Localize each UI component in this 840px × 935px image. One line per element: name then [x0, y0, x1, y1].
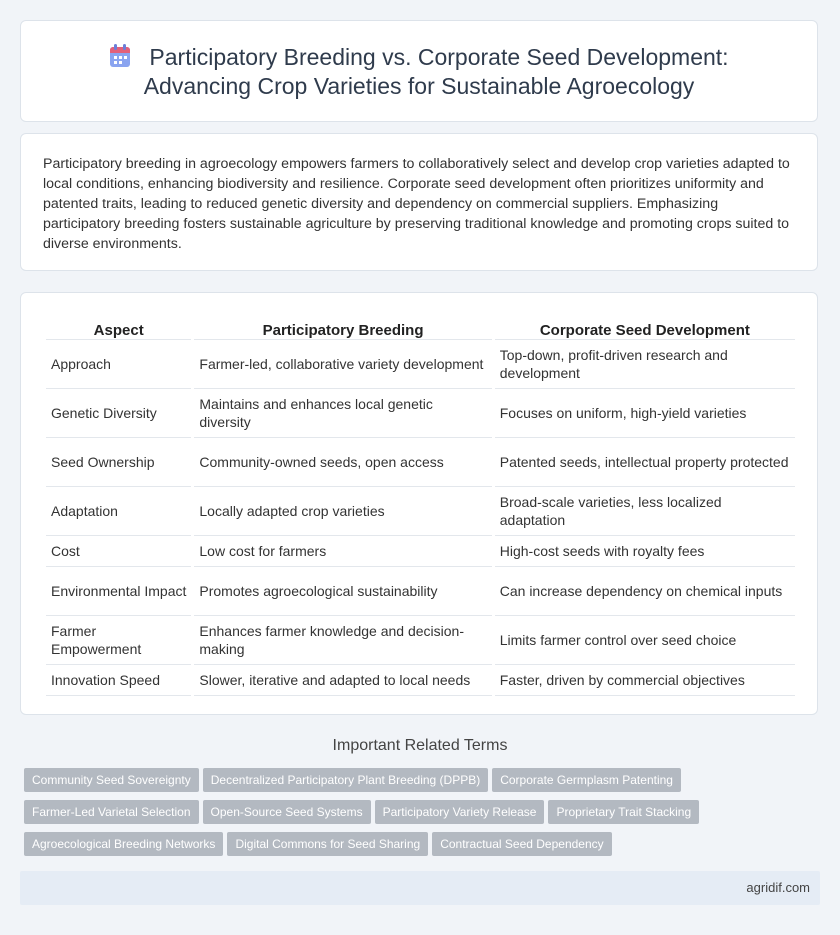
intro-card [20, 133, 818, 271]
tag-link[interactable]: Decentralized Participatory Plant Breeding (DPPB) [203, 768, 488, 792]
participatory-cell: Slower, iterative and adapted to local needs [194, 665, 491, 696]
aspect-cell: Genetic Diversity [46, 389, 191, 438]
related-terms-list [24, 768, 824, 864]
aspect-cell: Seed Ownership [46, 438, 191, 487]
table-row [46, 389, 795, 438]
tag-row [24, 800, 824, 832]
table-row [46, 438, 795, 487]
document-icon [109, 44, 131, 68]
table-row [46, 536, 795, 567]
participatory-cell: Low cost for farmers [194, 536, 491, 567]
header-corporate: Corporate Seed Development [495, 312, 795, 340]
tag-row [24, 832, 824, 864]
tag-link[interactable]: Proprietary Trait Stacking [548, 800, 699, 824]
comparison-card [20, 292, 818, 715]
corporate-cell: Patented seeds, intellectual property protected [495, 438, 795, 487]
tag-link[interactable]: Contractual Seed Dependency [432, 832, 611, 856]
participatory-cell: Enhances farmer knowledge and decision-making [194, 616, 491, 665]
aspect-cell: Innovation Speed [46, 665, 191, 696]
table-header-row [46, 312, 795, 340]
participatory-cell: Community-owned seeds, open access [194, 438, 491, 487]
corporate-cell: High-cost seeds with royalty fees [495, 536, 795, 567]
footer-site-link[interactable]: agridif.com [746, 880, 810, 895]
corporate-cell: Broad-scale varieties, less localized adaptation [495, 487, 795, 536]
aspect-cell: Farmer Empowerment [46, 616, 191, 665]
corporate-cell: Can increase dependency on chemical inputs [495, 567, 795, 616]
table-row [46, 616, 795, 665]
table-row [46, 665, 795, 696]
title-line-2: Advancing Crop Varieties for Sustainable Agroecology [143, 73, 695, 99]
tag-link[interactable]: Open-Source Seed Systems [203, 800, 371, 824]
tag-link[interactable]: Farmer-Led Varietal Selection [24, 800, 199, 824]
tag-link[interactable]: Corporate Germplasm Patenting [492, 768, 681, 792]
table-row [46, 340, 795, 389]
participatory-cell: Promotes agroecological sustainability [194, 567, 491, 616]
aspect-cell: Cost [46, 536, 191, 567]
corporate-cell: Faster, driven by commercial objectives [495, 665, 795, 696]
tag-link[interactable]: Digital Commons for Seed Sharing [227, 832, 428, 856]
tag-link[interactable]: Agroecological Breeding Networks [24, 832, 223, 856]
table-row [46, 487, 795, 536]
aspect-cell: Environmental Impact [46, 567, 191, 616]
participatory-cell: Locally adapted crop varieties [194, 487, 491, 536]
related-terms-title: Important Related Terms [332, 737, 508, 754]
corporate-cell: Top-down, profit-driven research and development [495, 340, 795, 389]
participatory-cell: Maintains and enhances local genetic diversity [194, 389, 491, 438]
intro-paragraph: Participatory breeding in agroecology empowers farmers to collaboratively select and develop crop varieties adapted to local conditions, enhancing biodiversity and resilience. Corporate seed development often prioritizes uniformity and patented traits, leading to reduced genetic diversity and dependency on commercial suppliers. Emphasizing participatory breeding fosters sustainable agriculture by preserving traditional knowledge and promoting crops suited to diverse environments. [43, 156, 790, 252]
title-card [20, 20, 818, 122]
aspect-cell: Approach [46, 340, 191, 389]
footer [20, 871, 820, 905]
comparison-table [43, 312, 798, 696]
tag-row [24, 768, 824, 800]
header-aspect: Aspect [46, 312, 191, 340]
tag-link[interactable]: Participatory Variety Release [375, 800, 545, 824]
corporate-cell: Focuses on uniform, high-yield varieties [495, 389, 795, 438]
corporate-cell: Limits farmer control over seed choice [495, 616, 795, 665]
aspect-cell: Adaptation [46, 487, 191, 536]
title-line-1: Participatory Breeding vs. Corporate Seed Development: [149, 44, 729, 70]
participatory-cell: Farmer-led, collaborative variety development [194, 340, 491, 389]
tag-link[interactable]: Community Seed Sovereignty [24, 768, 199, 792]
header-participatory: Participatory Breeding [194, 312, 491, 340]
page-title [21, 43, 817, 101]
table-row [46, 567, 795, 616]
